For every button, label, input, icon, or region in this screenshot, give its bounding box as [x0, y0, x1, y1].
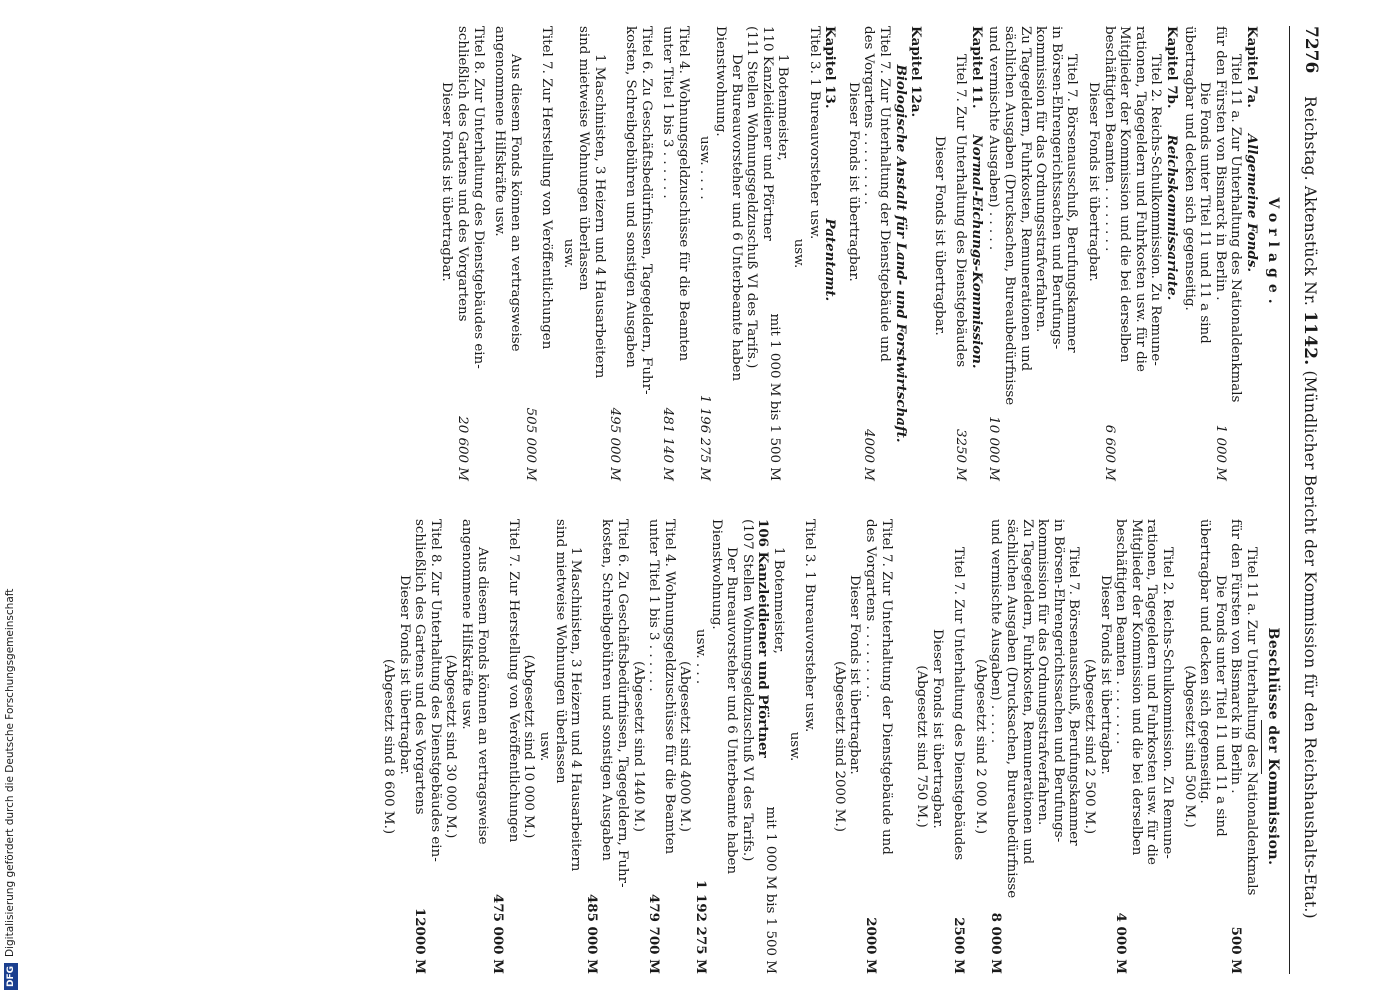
- entry-line: Zu Tagegeldern, Fuhrkosten, Remunerationen und: [1019, 519, 1035, 865]
- entry-line: schließlich des Gartens und des Vorgartens 12000 M: [412, 519, 429, 974]
- entry-line: Titel 7. Zur Herstellung von Veröffentlichungen: [505, 519, 521, 843]
- chapter-heading: Kapitel 11.Normal-Eichungs-Kommission.: [968, 26, 985, 369]
- deduction-note: (Abgesetzt sind 10 000 M.): [521, 654, 537, 839]
- deduction-note: (Abgesetzt sind 2000 M.): [831, 661, 847, 832]
- entry-line: Dieser Fonds ist übertragbar.: [1086, 82, 1102, 282]
- entry-line: 1 Botenmeister, mit 1 000 M bis 1 500 M: [762, 547, 786, 974]
- amount: 10 000 M: [986, 416, 1002, 481]
- entry-block: [972, 519, 1175, 974]
- entry-line: Titel 2. Reichs-Schulkommission. Zu Remune-: [1148, 54, 1164, 366]
- chapter-heading: Kapitel 7a.Allgemeine Fonds.: [1244, 26, 1260, 273]
- entry-line: übertragbar und decken sich gegenseitig.: [1197, 519, 1213, 804]
- entry-line: Aus diesem Fonds können an vertragsweise: [474, 547, 490, 845]
- chapter-heading: Kapitel 7b.Reichskommissariate.: [1164, 26, 1181, 301]
- entry-block: [381, 519, 818, 974]
- column-beschluesse: [381, 519, 1283, 974]
- entry-line: usw.: [786, 731, 802, 762]
- entry-line: Dieser Fonds ist übertragbar.: [931, 136, 947, 336]
- amount: 2500 M: [951, 917, 968, 974]
- deduction-note: (Abgesetzt sind 8 600 M.): [381, 658, 397, 835]
- entry-line: Der Bureauvorsteher und 6 Unterbeamte haben: [724, 547, 740, 875]
- entry-line: Zu Tagegeldern, Fuhrkosten, Remunerationen und: [1017, 26, 1033, 372]
- amount: 12000 M: [412, 907, 429, 974]
- amount: 8 000 M: [988, 912, 1005, 974]
- entry-line: kommission für das Ordnungsstrafverfahren.: [1035, 519, 1051, 826]
- entry-line: Titel 4. Wohnungsgeldzuschüsse für die Beamten: [661, 519, 677, 855]
- entry-line: 1 Botenmeister, mit 1 000 M bis 1 500 M: [767, 54, 791, 481]
- entry-block: [986, 26, 1164, 481]
- entry-line: beschäftigten Beamten . . . . . . . . 4 000 M: [1113, 519, 1130, 974]
- entry-line: 110 Kanzleidiener und Pförtner: [759, 26, 775, 241]
- entry-line: Titel 11 a. Zur Unterhaltung des Nationaldenkmals: [1228, 54, 1244, 403]
- entry-line: des Vorgartens . . . . . . . . . 4000 M: [861, 26, 877, 481]
- credit-text: Digitalisierung gefördert durch die Deutsche Forschungsgemeinschaft: [4, 588, 16, 957]
- amount: 2000 M: [862, 917, 879, 974]
- amount: 4000 M: [861, 428, 877, 481]
- entry-line: in Börsen-Ehrengerichtssachen und Berufungs-: [1050, 519, 1066, 843]
- entry-line: Titel 8. Zur Unterhaltung des Dienstgebäudes ein-: [427, 519, 443, 862]
- entry-block: [931, 26, 968, 481]
- deduction-note: (Abgesetzt sind 1440 M.): [630, 661, 646, 832]
- entry-line: Die Fonds unter Titel 11 und 11 a sind: [1212, 575, 1228, 837]
- entry-line: rationen, Tagegeldern und Fuhrkosten usw. für die: [1144, 519, 1160, 865]
- chapter-heading: Kapitel 13.Patentamt.: [822, 26, 839, 302]
- entry-line: für den Fürsten von Bismarck in Berlin . 1 000 M: [1212, 26, 1228, 481]
- entry-line: Titel 3. 1 Bureauvorsteher usw.: [802, 519, 818, 733]
- entry-line: Dieser Fonds ist übertragbar.: [845, 82, 861, 282]
- entry-line: Der Bureauvorsteher und 6 Unterbeamte haben: [728, 54, 744, 382]
- entry-line: 1 Maschinisten, 3 Heizern und 4 Hausarbeitern: [591, 54, 607, 379]
- title-suffix: (Mündlicher Bericht der Kommission für den Reichshaushalts-Etat.): [1301, 370, 1319, 919]
- entry-line: Titel 6. Zu Geschäftsbedürfnissen, Tagegeldern, Fuhr-: [638, 26, 654, 395]
- entry-line: Titel 8. Zur Unterhaltung des Dienstgebäudes ein-: [470, 26, 486, 369]
- amount: 479 700 M: [646, 893, 663, 974]
- column-heading-right: Beschlüsse der Kommission.: [1261, 519, 1283, 974]
- entry-line: (111 Stellen Wohnungsgeldzuschuß VI des Tarifs.): [744, 26, 760, 369]
- title-prefix: Reichstag. Aktenstück Nr.: [1301, 96, 1319, 306]
- amount: 485 000 M: [583, 893, 600, 974]
- entry-line: rationen, Tagegeldern und Fuhrkosten usw. für die: [1132, 26, 1148, 372]
- entry-block: [831, 519, 893, 974]
- amount: 1 196 275 M: [697, 394, 713, 481]
- dfg-logo: DFG: [4, 963, 18, 990]
- entry-line: [523, 26, 539, 481]
- page-number: 7276: [1301, 26, 1321, 74]
- entry-line: (107 Stellen Wohnungsgeldzuschuß VI des Tarifs.): [739, 519, 755, 862]
- deduction-note: (Abgesetzt sind 750 M.): [914, 665, 930, 828]
- entry-line: und vermischte Ausgaben) . . . . . 8 000 M: [988, 519, 1005, 974]
- chapter-heading: Kapitel 12a.: [908, 26, 925, 118]
- entry-block: [914, 519, 967, 974]
- entry-line: usw. . . . 1 192 275 M: [693, 629, 709, 974]
- entry-line: Dieser Fonds ist übertragbar.: [1097, 575, 1113, 775]
- page-title: [1300, 96, 1320, 919]
- entry-line: unter Titel 1 bis 3 . . . . . . 481 140 M: [660, 26, 676, 481]
- amount: 500 M: [1228, 926, 1245, 974]
- entry-line: Dieser Fonds ist übertragbar.: [396, 575, 412, 775]
- entry-line: Dienstwohnung.: [713, 26, 728, 137]
- entry-line: Dieser Fonds ist übertragbar.: [439, 82, 455, 282]
- entry-line: unter Titel 1 bis 3 . . . . . . 479 700 M: [646, 519, 663, 974]
- entry-line: usw.: [537, 731, 553, 762]
- amount: 6 600 M: [1101, 424, 1117, 481]
- brace-range: mit 1 000 M bis 1 500 M: [762, 806, 778, 974]
- column-vorlage: [439, 26, 1283, 481]
- page-header: [1289, 26, 1320, 974]
- entry-line: für den Fürsten von Bismarck in Berlin . 500 M: [1228, 519, 1245, 974]
- deduction-note: (Abgesetzt sind 30 000 M.): [443, 654, 459, 839]
- amount: 4 000 M: [1113, 912, 1130, 974]
- entry-line: Mitglieder der Kommission und die bei derselben: [1117, 26, 1133, 363]
- brace-range: mit 1 000 M bis 1 500 M: [767, 313, 783, 481]
- amount: 495 000 M: [607, 407, 623, 481]
- amount: 1 000 M: [1212, 424, 1228, 481]
- entry-line: Mitglieder der Kommission und die bei derselben: [1128, 519, 1144, 856]
- entry-line: 1 Maschinisten, 3 Heizern und 4 Hausarbeitern: [568, 547, 584, 872]
- amount: 481 140 M: [660, 407, 676, 481]
- entry-line: Titel 4. Wohnungsgeldzuschüsse für die Beamten: [675, 26, 691, 362]
- entry-line: usw.: [790, 238, 806, 269]
- column-heading-left: Vorlage.: [1265, 197, 1281, 310]
- entry-line: übertragbar und decken sich gegenseitig.: [1181, 26, 1197, 311]
- entry-line: [607, 26, 623, 481]
- entry-line: Titel 3. 1 Bureauvorsteher usw.: [806, 26, 822, 240]
- entry-line: Dieser Fonds ist übertragbar.: [847, 575, 863, 775]
- entry-line: Dieser Fonds ist übertragbar.: [929, 629, 945, 829]
- entry-line: in Börsen-Ehrengerichtssachen und Berufungs-: [1048, 26, 1064, 350]
- deduction-note: (Abgesetzt sind 4000 M.): [677, 661, 693, 832]
- amount: 1 192 275 M: [693, 879, 709, 974]
- entry-line: Titel 7. Zur Unterhaltung der Dienstgebäude und: [876, 26, 892, 362]
- entry-line: kommission für das Ordnungsstrafverfahren.: [1033, 26, 1049, 333]
- entry-block: [1181, 26, 1243, 481]
- entry-line: Titel 7. Börsenausschuß, Berufungskammer: [1064, 54, 1080, 353]
- entry-line: Aus diesem Fonds können an vertragsweise: [507, 54, 523, 352]
- entry-line: Titel 7. Zur Unterhaltung des Dienstgebäudes 3250 M: [953, 54, 969, 481]
- entry-line: Dienstwohnung.: [708, 519, 724, 630]
- chapter-name: Biologische Anstalt für Land- und Forstwirtschaft.: [892, 64, 909, 443]
- entry-line: angenommene Hilfskräfte usw.: [459, 519, 475, 730]
- entry-line: 106 Kanzleidiener und Pförtner: [755, 519, 772, 758]
- entry-line: [490, 519, 506, 974]
- digitization-credit: [0, 0, 20, 1000]
- document-number: 1142.: [1300, 311, 1320, 366]
- entry-line: Titel 7. Zur Unterhaltung des Dienstgebäudes 2500 M: [951, 547, 968, 974]
- entry-line: Titel 11 a. Zur Unterhaltung des Nationaldenkmals: [1244, 547, 1259, 896]
- entry-line: Titel 7. Zur Herstellung von Veröffentlichungen: [539, 26, 555, 350]
- deduction-note: (Abgesetzt sind 2 000 M.): [972, 658, 988, 835]
- entry-line: Titel 2. Reichs-Schulkommission. Zu Remune-: [1160, 547, 1176, 859]
- entry-line: Titel 6. Zu Geschäftsbedürfnissen, Tagegeldern, Fuhr-: [615, 519, 631, 888]
- entry-line: usw. . . . . 1 196 275 M: [697, 136, 713, 481]
- amount: 20 600 M: [455, 416, 471, 481]
- amount: 475 000 M: [490, 893, 507, 974]
- entry-line: Titel 7. Zur Unterhaltung der Dienstgebäude und: [878, 519, 894, 855]
- entry-line: angenommene Hilfskräfte usw.: [492, 26, 508, 237]
- entry-line: [583, 519, 599, 974]
- entry-line: des Vorgartens . . . . . . . . . 2000 M: [862, 519, 879, 974]
- entry-line: kosten, Schreibgebühren und sonstigen Ausgaben: [623, 26, 639, 368]
- amount: 505 000 M: [523, 407, 539, 481]
- entry-block: [439, 26, 822, 481]
- entry-line: Titel 7. Börsenausschuß, Berufungskammer: [1066, 547, 1082, 846]
- entry-line: und vermischte Ausgaben) . . . . . 10 000 M: [986, 26, 1002, 481]
- entry-line: beschäftigten Beamten . . . . . . . . 6 600 M: [1101, 26, 1117, 481]
- entry-line: sind mietweise Wohnungen überlassen: [576, 26, 592, 291]
- entry-block: [1181, 519, 1259, 974]
- entry-line: sind mietweise Wohnungen überlassen: [552, 519, 568, 784]
- amount: 3250 M: [953, 428, 969, 481]
- entry-line: schließlich des Gartens und des Vorgartens 20 600 M: [455, 26, 471, 481]
- entry-line: kosten, Schreibgebühren und sonstigen Ausgaben: [599, 519, 615, 861]
- deduction-note: (Abgesetzt sind 500 M.): [1181, 665, 1197, 828]
- entry-line: sächlichen Ausgaben (Drucksachen, Bureaubedürfnisse: [1002, 26, 1018, 406]
- entry-block: [845, 26, 892, 481]
- entry-line: usw.: [560, 238, 576, 269]
- entry-line: sächlichen Ausgaben (Drucksachen, Bureaubedürfnisse: [1004, 519, 1020, 899]
- entry-line: Die Fonds unter Titel 11 und 11 a sind: [1197, 82, 1213, 344]
- deduction-note: (Abgesetzt sind 2 500 M.): [1082, 658, 1098, 835]
